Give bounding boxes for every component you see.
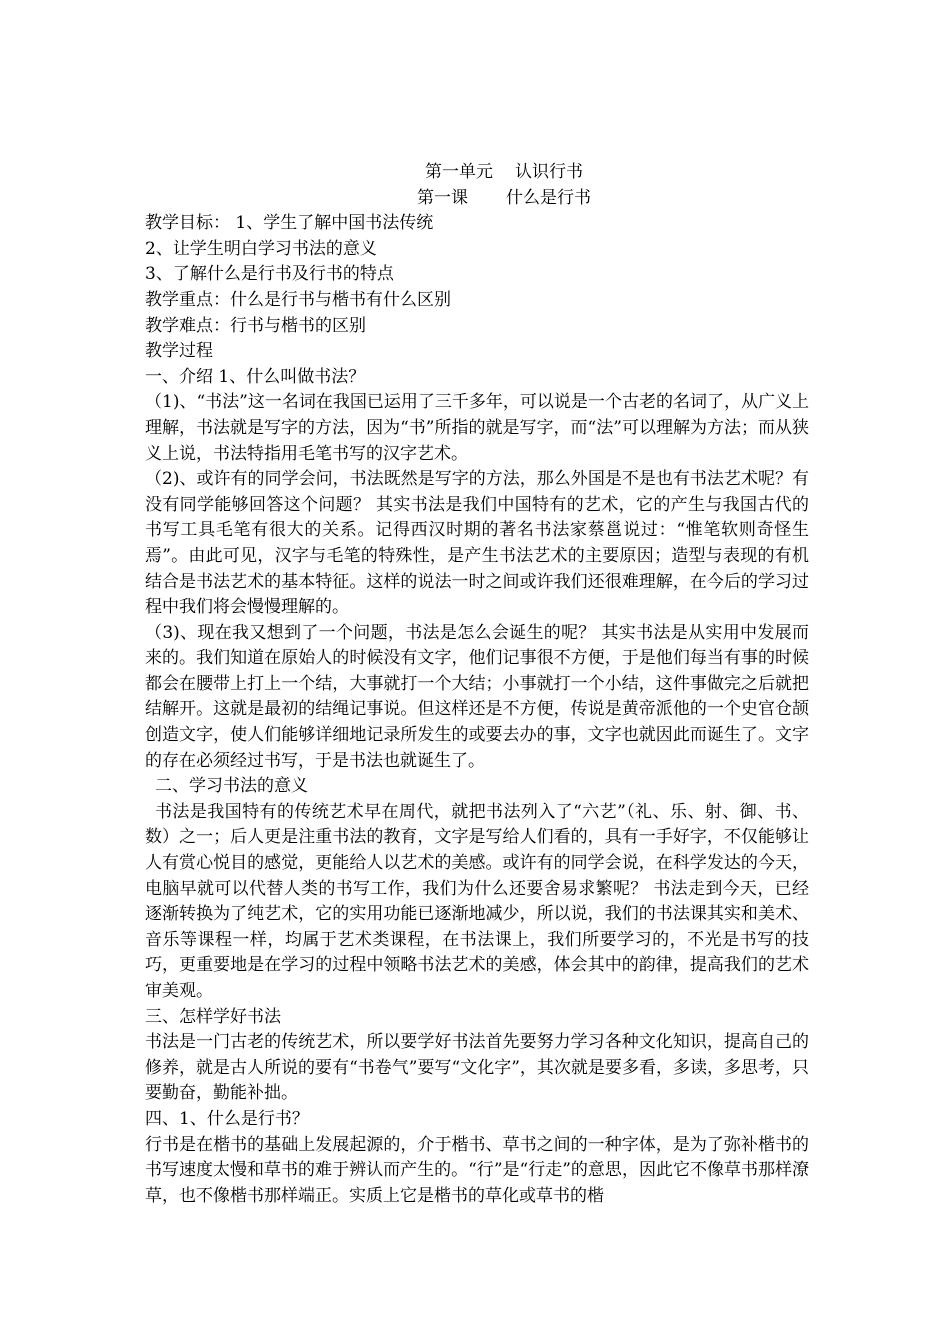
paragraph-4: 书法是我国特有的传统艺术早在周代，就把书法列入了“六艺”（礼、乐、射、御、书、数）之一；后人更是注重书法的教育，文字是写给人们看的，具有一手好字，不仅能够让人有赏心悦目的感觉，更能给人以艺术的美感。或许有的同学会说，在科学发达的今天，电脑早就可以代替人类的书写工作，我们为什么还要舍易求繁呢？ 书法走到今天，已经逐渐转换为了纯艺术，它的实用功能已逐渐地减少，所以说，我们的书法课其实和美术、音乐等课程一样，均属于艺术类课程，在书法课上，我们所要学习的，不光是书写的技巧，更重要地是在学习的过程中领略书法艺术的美感，体会其中的韵律，提高我们的艺术审美观。 — [145, 801, 809, 1001]
paragraph-3: （3)、现在我又想到了一个问题，书法是怎么会诞生的呢？ 其实书法是从实用中发展而来的。我们知道在原始人的时候没有文字，他们记事很不方便，于是他们每当有事的时候都会在腰带上打上一个结，大事就打一个大结；小事就打一个小结，这件事做完之后就把结解开。这就是最初的结绳记事说。但这样还是不方便，传说是黄帝派他的一个史官仓颉创造文字，使人们能够详细地记录所发生的或要去办的事，文字也就因此而诞生了。文字的存在必须经过书写，于是书法也就诞生了。 — [145, 622, 809, 771]
paragraph-6: 行书是在楷书的基础上发展起源的，介于楷书、草书之间的一种字体，是为了弥补楷书的书写速度太慢和草书的难于辨认而产生的。“行”是“行走”的意思，因此它不像草书那样潦草，也不像楷书那样端正。实质上它是楷书的草化或草书的楷 — [145, 1134, 809, 1206]
teaching-key-point: 教学重点：什么是行书与楷书有什么区别 — [145, 289, 451, 310]
teaching-difficulty: 教学难点：行书与楷书的区别 — [145, 315, 366, 336]
teaching-goal-line: 教学目标： 1、学生了解中国书法传统 — [145, 213, 434, 234]
teaching-goal-3: 3、了解什么是行书及行书的特点 — [145, 264, 394, 285]
document-page — [145, 160, 809, 1209]
lesson-title-name: 什么是行书 — [506, 187, 591, 208]
section-4-heading: 四、1、什么是行书？ — [145, 1108, 309, 1129]
section-2-heading: 二、学习书法的意义 — [155, 776, 308, 797]
lesson-title — [145, 186, 809, 212]
paragraph-5: 书法是一门古老的传统艺术，所以要学好书法首先要努力学习各种文化知识，提高自己的修养，就是古人所说的要有“书卷气”要写“文化字”，其次就是要多看，多读，多思考，只要勤奋，勤能补拙。 — [145, 1032, 809, 1104]
teaching-process-heading: 教学过程 — [145, 341, 213, 362]
section-3-heading: 三、怎样学好书法 — [145, 1006, 281, 1027]
paragraph-1: （1)、“书法”这一名词在我国已运用了三千多年，可以说是一个古老的名词了，从广义上理解，书法就是写字的方法，因为“书”所指的就是写字，而“法”可以理解为方法；而从狭义上说，书法特指用毛笔书写的汉字艺术。 — [145, 392, 809, 464]
unit-title-number: 第一单元 — [425, 162, 493, 182]
paragraph-2: （2)、或许有的同学会问，书法既然是写字的方法，那么外国是不是也有书法艺术呢？有没有同学能够回答这个问题？ 其实书法是我们中国特有的艺术，它的产生与我国古代的书写工具毛笔有很大的关系。记得西汉时期的著名书法家蔡邕说过：“惟笔软则奇怪生焉”。由此可见，汉字与毛笔的特殊性，是产生书法艺术的主要原因；造型与表现的有机结合是书法艺术的基本特征。这样的说法一时之间或许我们还很难理解，在今后的学习过程中我们将会慢慢理解的。 — [145, 469, 809, 618]
unit-title — [145, 160, 809, 186]
lesson-title-number: 第一课 — [417, 187, 468, 208]
unit-title-name: 认识行书 — [515, 162, 583, 182]
section-1-heading: 一、介绍 1、什么叫做书法？ — [145, 366, 366, 387]
teaching-goal-2: 2、让学生明白学习书法的意义 — [145, 238, 377, 259]
